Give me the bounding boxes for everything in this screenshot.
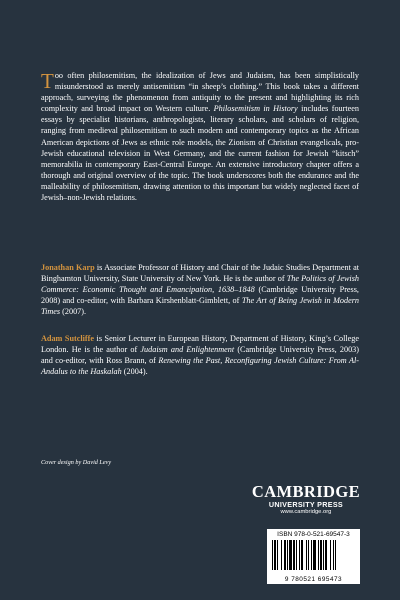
author-bio-karp [41,262,359,317]
publisher-press: UNIVERSITY PRESS [268,500,344,509]
karp-book-1: The Politics of Jewish Commerce: Economic Thought and Emancipation, 1638–1848 [41,274,359,295]
sutcliffe-text-3: (2004). [121,367,148,377]
sutcliffe-book-2: Renewing the Past, Reconfiguring Jewish Culture: From Al-Andalus to the Haskalah [41,356,360,377]
author-bio-sutcliffe [41,333,359,377]
isbn-label: ISBN 978-0-521-69547-3 [277,531,350,538]
cover-design-credit: Cover design by David Levy [41,459,112,466]
sutcliffe-text-1: is Senior Lecturer in European History, Department of History, King’s College London. He is the author of [41,334,359,355]
description-text-2: includes fourteen essays by specialist historians, anthropologists, literary scholars, and scholars of religion, ranging from medieval philosemitism to such modern and contemporary topics as the African American depictions of Jews as ethnic role models, the Zionism of Christian evangelicals, pro-Jewish educational television in West Germany, and the current fashion for Jewish “kitsch” memorabilia in contemporary East-Central Europe. An extensive introductory chapter offers a thorough and original overview of the topic. The book underscores both the endurance and the malleability of philosemitism, drawing attention to this important but widely neglected facet of Jewish–non-Jewish relations. [41,104,360,203]
barcode-bars [272,540,355,570]
author-name-sutcliffe: Adam Sutcliffe [41,334,95,343]
book-description [41,70,359,203]
publisher-logo [252,484,360,516]
publisher-website: www.cambridge.org [280,509,332,515]
publisher-name: CAMBRIDGE [251,482,360,501]
karp-text-2: (Cambridge University Press, 2008) and co-editor, with Barbara Kirshenblatt-Gimblett, of [41,285,359,306]
sutcliffe-book-1: Judaism and Enlightenment [140,345,235,355]
isbn-barcode [267,529,360,584]
author-name-karp: Jonathan Karp [41,263,95,272]
karp-book-2: The Art of Being Jewish in Modern Times [41,296,359,317]
description-text-1: oo often philosemitism, the idealization of Jews and Judaism, has been simplistically misunderstood as merely antisemitism “in sheep’s clothing.” This book takes a different approach, surveying the phenomenon from antiquity to the present and highlighting its rich complexity and broad impact on Western culture. [41,71,359,114]
book-title: Philosemitism in History [213,104,298,114]
karp-text-3: (2007). [60,307,87,317]
karp-text-1: is Associate Professor of History and Chair of the Judaic Studies Department at Binghamton University, State University of New York. He is the author of [41,263,359,284]
sutcliffe-text-2: (Cambridge University Press, 2003) and co-editor, with Ross Brann, of [41,345,359,366]
barcode-number: 9 780521 695473 [284,576,343,583]
drop-cap: T [41,69,54,93]
